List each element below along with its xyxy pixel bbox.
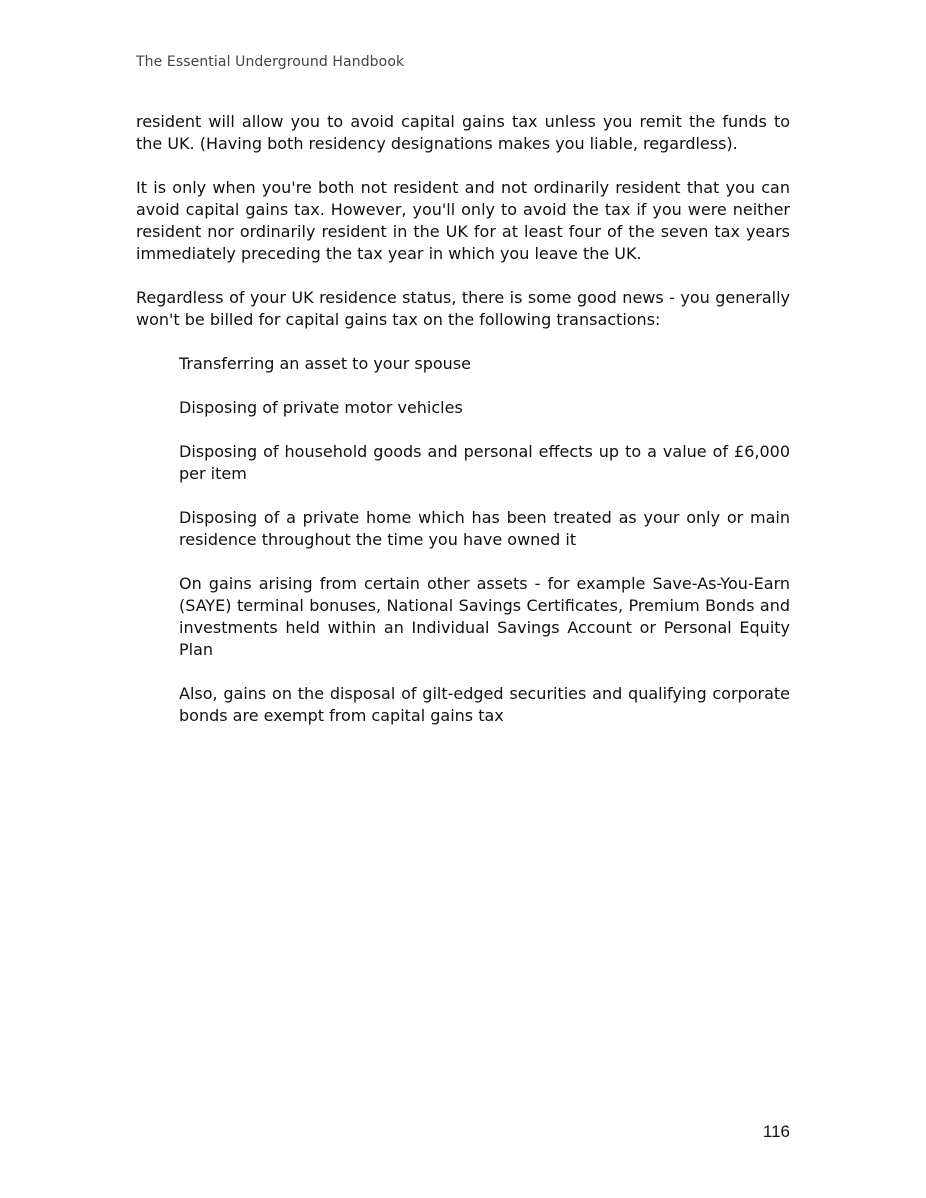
exempt-transactions-list [136,353,790,727]
paragraph: It is only when you're both not resident and not ordinarily resident that you can avoid capital gains tax. However, you'll only to avoid the tax if you were neither resident nor ordinarily resident in the UK for at least four of the seven tax years immediately preceding the tax year in which you leave the UK. [136,178,790,263]
list-item: Also, gains on the disposal of gilt-edged securities and qualifying corporate bonds are exempt from capital gains tax [179,684,790,725]
list-item: Disposing of household goods and personal effects up to a value of £6,000 per item [179,442,790,483]
list-item: On gains arising from certain other assets - for example Save-As-You-Earn (SAYE) terminal bonuses, National Savings Certificates, Premium Bonds and investments held within an Individual Savings Account or Personal Equity Plan [179,574,790,659]
page-body [136,111,790,749]
list-item: Disposing of private motor vehicles [179,398,463,417]
running-header: The Essential Underground Handbook [136,54,405,70]
list-item: Transferring an asset to your spouse [179,354,471,373]
paragraph: resident will allow you to avoid capital gains tax unless you remit the funds to the UK. (Having both residency designations makes you liable, regardless). [136,112,790,153]
list-item: Disposing of a private home which has been treated as your only or main residence throughout the time you have owned it [179,508,790,549]
page-number: 116 [762,1122,790,1141]
paragraph: Regardless of your UK residence status, there is some good news - you generally won't be billed for capital gains tax on the following transactions: [136,288,790,329]
